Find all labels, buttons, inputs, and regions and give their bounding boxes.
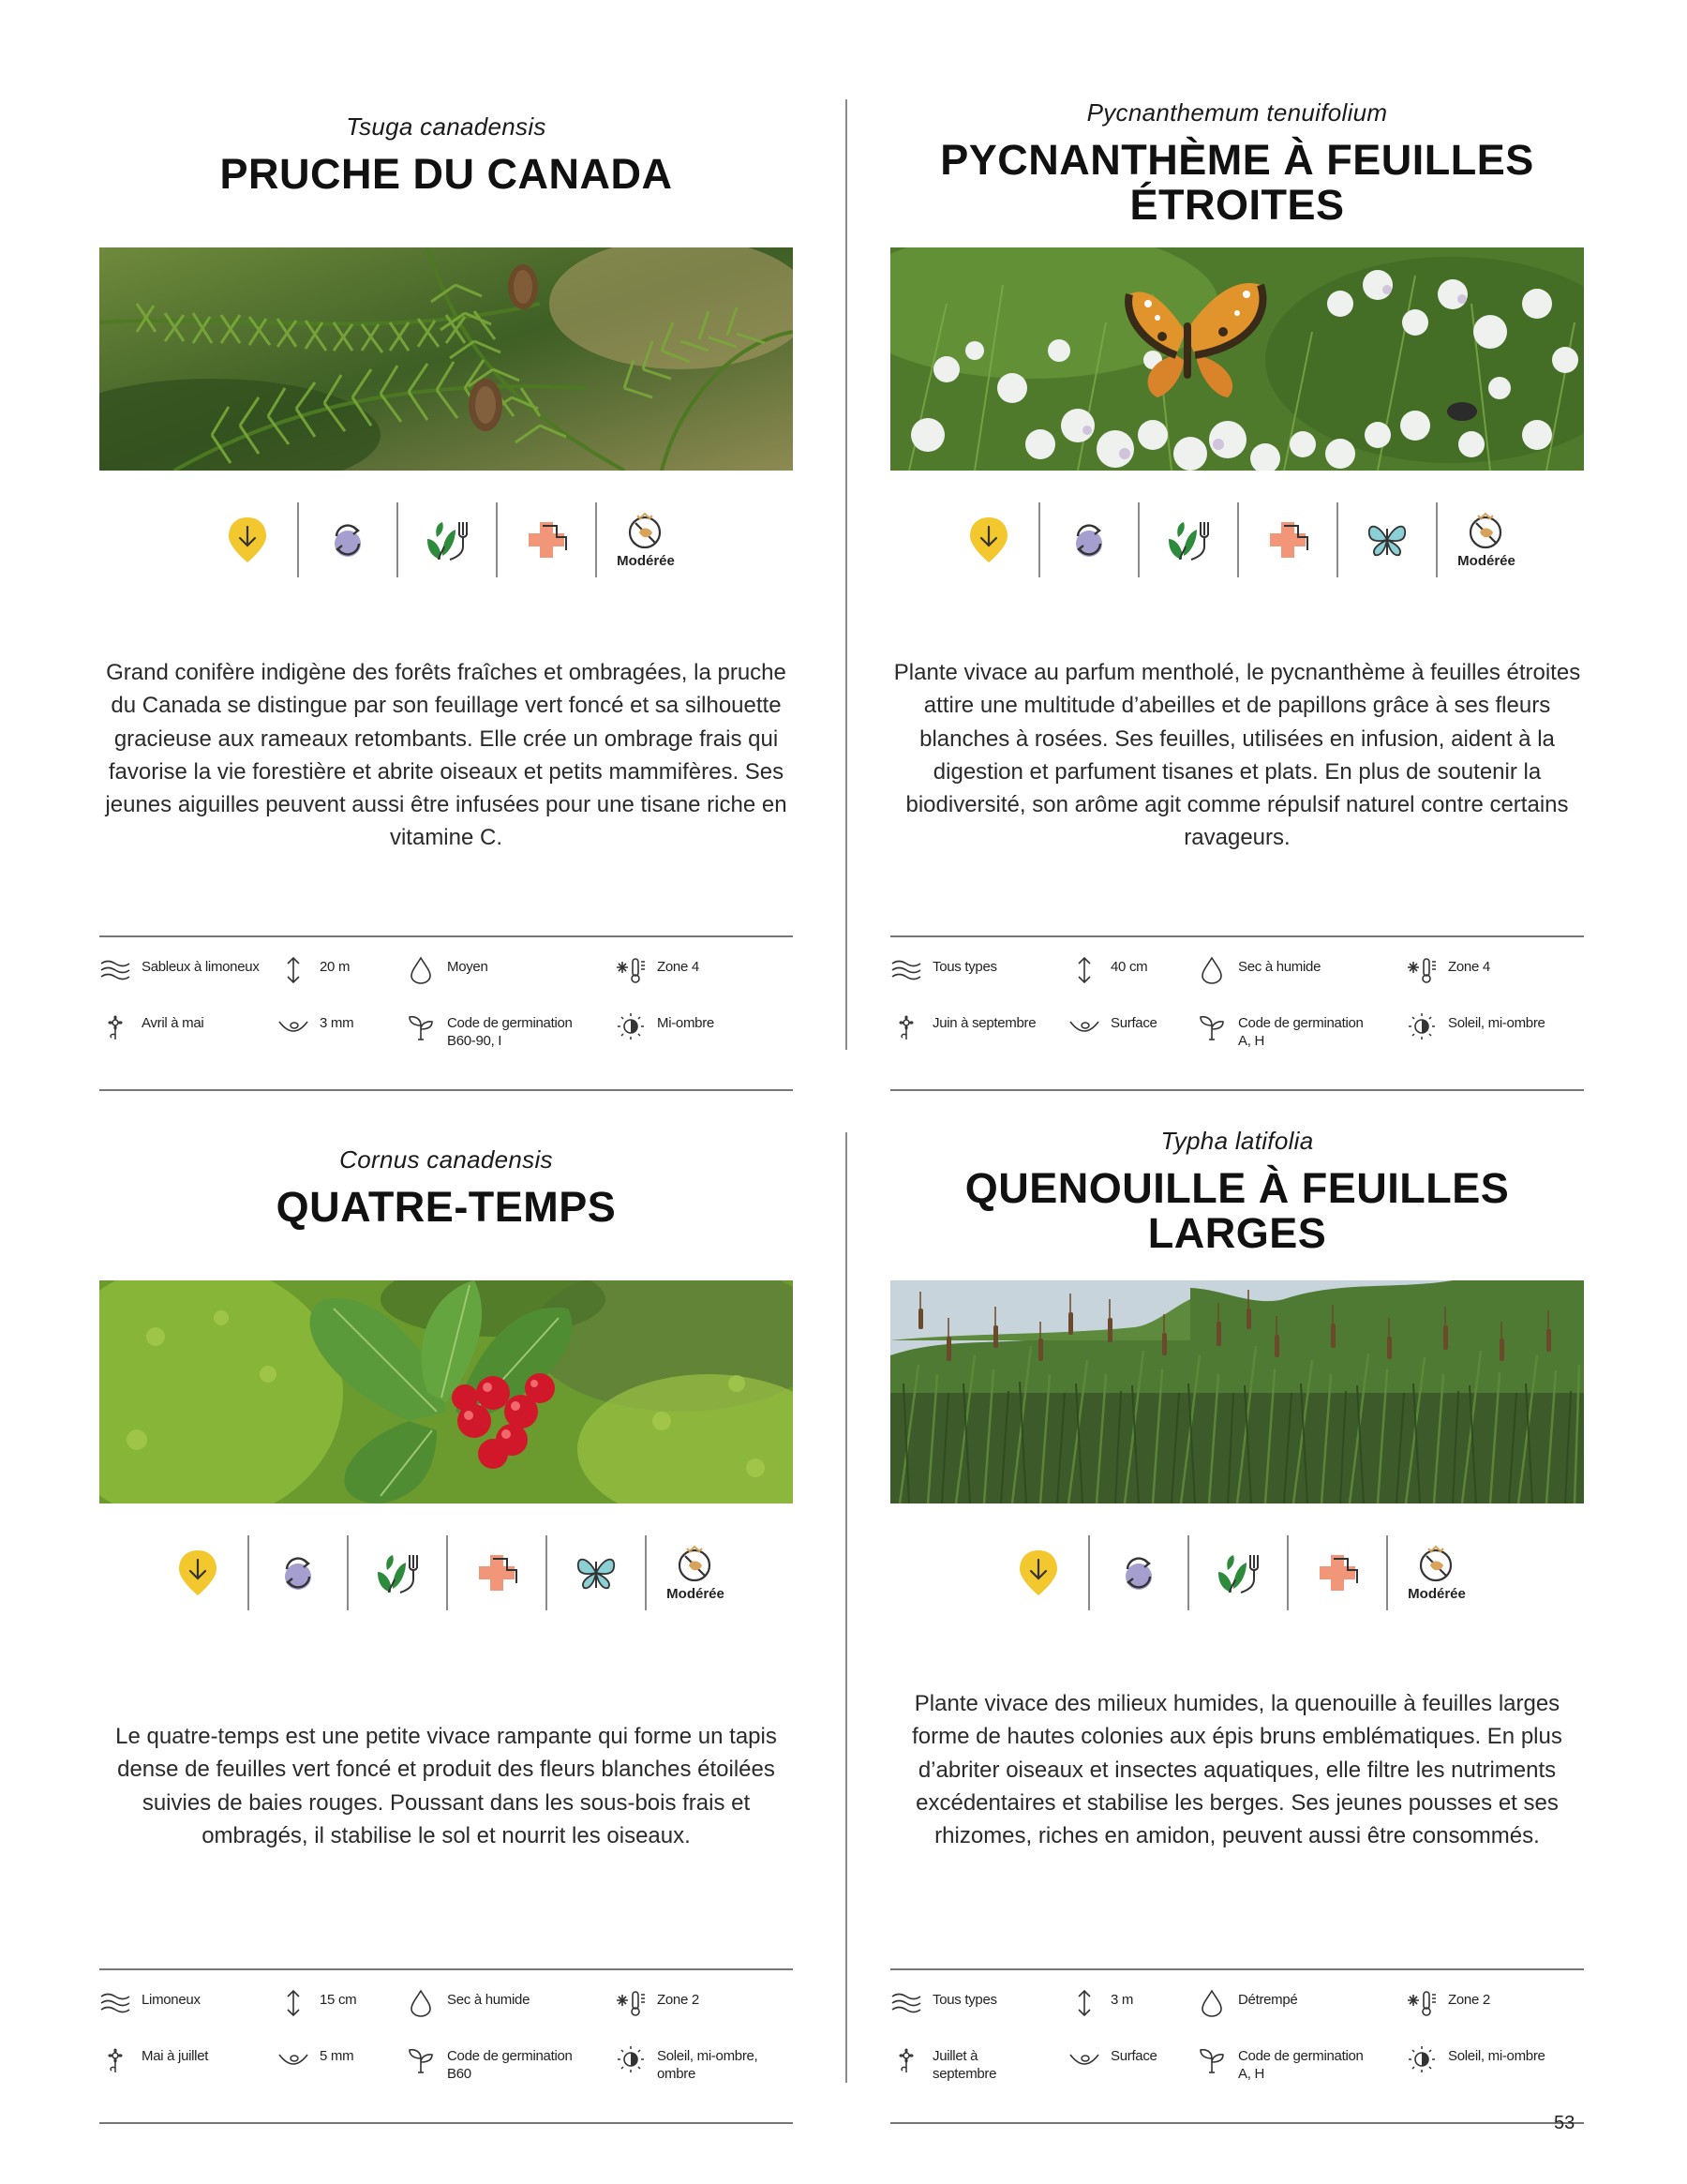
spec-bloom: Juin à septembre — [890, 1014, 1064, 1040]
seed-depth-icon — [1068, 2045, 1100, 2073]
plant-card-quatre-temps — [99, 1144, 793, 2082]
regeneration-icon — [1088, 1535, 1187, 1610]
spec-zone: Zone 4 — [1406, 958, 1560, 984]
deer-resistance-icon — [1386, 1535, 1485, 1610]
water-drop-icon — [1196, 1989, 1228, 2017]
attribute-icons — [99, 502, 793, 577]
plant-photo-bunchberry — [99, 1280, 793, 1503]
plant-description: Plante vivace des milieux humides, la quenouille à feuilles larges forme de hautes colonies aux épis bruns emblématiques. En plus d’abriter oiseaux et insectes aquatiques, elle filtre les nutriments excédentaires et stabilise les berges. Ses jeunes pousses et ses rhizomes, riches en amidon, peuvent aussi être consommés. — [912, 1691, 1562, 1849]
spec-water: Moyen — [405, 958, 588, 984]
seed-depth-icon — [1068, 1012, 1100, 1040]
spec-seed-depth: 5 mm — [277, 2047, 404, 2073]
spec-light: Soleil, mi-ombre, ombre — [615, 2047, 769, 2083]
spec-soil: Sableux à limoneux — [99, 958, 273, 984]
latin-name: Cornus canadensis — [339, 1145, 553, 1174]
growing-specs — [890, 1968, 1584, 2124]
page-number: 53 — [1554, 2113, 1575, 2133]
indigenous-icon — [198, 502, 297, 577]
spec-germination: Code de germination A, H — [1196, 1014, 1379, 1050]
spec-height: 15 cm — [277, 1991, 404, 2017]
deer-resistance-icon — [645, 1535, 744, 1610]
regeneration-icon — [297, 502, 396, 577]
spec-water: Détrempé — [1196, 1991, 1379, 2017]
deer-resistance-label: Modérée — [617, 552, 675, 569]
edible-icon — [1138, 502, 1237, 577]
spec-bloom: Mai à juillet — [99, 2047, 273, 2073]
height-icon — [277, 1989, 309, 2017]
soil-icon — [99, 956, 131, 984]
plant-description: Le quatre-temps est une petite vivace rampante qui forme un tapis dense de feuilles vert foncé et produit des fleurs blanches étoilées suivies de baies rouges. Poussant dans les sous-bois frais et ombragés, il stabilise le sol et nourrit les oiseaux. — [115, 1724, 777, 1848]
column-divider-top — [845, 99, 847, 1050]
spec-bloom: Juillet à septembre — [890, 2047, 1036, 2083]
growing-specs — [99, 935, 793, 1091]
plant-card-quenouille — [890, 1125, 1584, 2082]
hardiness-zone-icon — [615, 1989, 647, 2017]
soil-icon — [99, 1989, 131, 2017]
medicinal-icon — [1237, 502, 1336, 577]
flower-icon — [99, 2045, 131, 2073]
sun-shade-icon — [1406, 1012, 1438, 1040]
spec-seed-depth: Surface — [1068, 2047, 1195, 2073]
plant-description: Plante vivace au parfum mentholé, le pycnanthème à feuilles étroites attire une multitude d’abeilles et de papillons grâce à ses fleurs blanches à rosées. Ses feuilles, utilisées en infusion, aident à la digestion et parfument tisanes et plats. En plus de soutenir la biodiversité, son arôme agit comme répulsif naturel contre certains ravageurs. — [893, 660, 1581, 851]
regeneration-icon — [247, 1535, 347, 1610]
medicinal-icon — [446, 1535, 545, 1610]
spec-height: 40 cm — [1068, 958, 1195, 984]
plant-card-pycnantheme — [890, 97, 1584, 1049]
soil-icon — [890, 1989, 922, 2017]
sprout-icon — [1196, 1012, 1228, 1040]
spec-germination: Code de germination A, H — [1196, 2047, 1379, 2083]
spec-germination: Code de germination B60 — [405, 2047, 588, 2083]
common-name: QUENOUILLE À FEUILLES LARGES — [964, 1164, 1510, 1257]
sprout-icon — [1196, 2045, 1228, 2073]
spec-zone: Zone 2 — [615, 1991, 769, 2017]
growing-specs — [99, 1968, 793, 2124]
spec-zone: Zone 4 — [615, 958, 769, 984]
edible-icon — [396, 502, 496, 577]
pollinator-icon — [1336, 502, 1436, 577]
sun-shade-icon — [615, 1012, 647, 1040]
attribute-icons — [890, 502, 1584, 577]
spec-soil: Tous types — [890, 958, 1064, 984]
spec-water: Sec à humide — [1196, 958, 1379, 984]
spec-water: Sec à humide — [405, 1991, 588, 2017]
plant-photo-mountain-mint — [890, 247, 1584, 471]
deer-resistance-icon — [1436, 502, 1535, 577]
height-icon — [277, 956, 309, 984]
plant-card-pruche — [99, 111, 793, 1049]
medicinal-icon — [496, 502, 595, 577]
spec-soil: Tous types — [890, 1991, 1064, 2017]
spec-light: Soleil, mi-ombre — [1406, 1014, 1560, 1040]
deer-resistance-icon — [595, 502, 694, 577]
spec-light: Soleil, mi-ombre — [1406, 2047, 1560, 2073]
sun-shade-icon — [1406, 2045, 1438, 2073]
growing-specs — [890, 935, 1584, 1091]
plant-photo-cattail — [890, 1280, 1584, 1503]
water-drop-icon — [1196, 956, 1228, 984]
plant-photo-hemlock — [99, 247, 793, 471]
deer-resistance-label: Modérée — [1408, 1585, 1466, 1602]
hardiness-zone-icon — [1406, 956, 1438, 984]
edible-icon — [1187, 1535, 1287, 1610]
common-name: QUATRE-TEMPS — [276, 1183, 617, 1231]
hardiness-zone-icon — [615, 956, 647, 984]
spec-seed-depth: 3 mm — [277, 1014, 404, 1040]
spec-seed-depth: Surface — [1068, 1014, 1195, 1040]
flower-icon — [99, 1012, 131, 1040]
flower-icon — [890, 1012, 922, 1040]
indigenous-icon — [148, 1535, 247, 1610]
spec-height: 20 m — [277, 958, 404, 984]
attribute-icons — [99, 1535, 793, 1610]
sprout-icon — [405, 1012, 437, 1040]
sun-shade-icon — [615, 2045, 647, 2073]
indigenous-icon — [989, 1535, 1088, 1610]
height-icon — [1068, 1989, 1100, 2017]
deer-resistance-label: Modérée — [1457, 552, 1515, 569]
seed-depth-icon — [277, 2045, 309, 2073]
common-name: PYCNANTHÈME À FEUILLES ÉTROITES — [940, 136, 1534, 229]
sprout-icon — [405, 2045, 437, 2073]
indigenous-icon — [939, 502, 1038, 577]
spec-zone: Zone 2 — [1406, 1991, 1560, 2017]
column-divider-bottom — [845, 1132, 847, 2083]
water-drop-icon — [405, 956, 437, 984]
spec-bloom: Avril à mai — [99, 1014, 273, 1040]
deer-resistance-label: Modérée — [666, 1585, 724, 1602]
latin-name: Tsuga canadensis — [346, 112, 546, 141]
height-icon — [1068, 956, 1100, 984]
medicinal-icon — [1287, 1535, 1386, 1610]
latin-name: Typha latifolia — [1160, 1127, 1314, 1155]
flower-icon — [890, 2045, 922, 2073]
spec-light: Mi-ombre — [615, 1014, 769, 1040]
spec-soil: Limoneux — [99, 1991, 273, 2017]
spec-height: 3 m — [1068, 1991, 1195, 2017]
edible-icon — [347, 1535, 446, 1610]
plant-description: Grand conifère indigène des forêts fraîches et ombragées, la pruche du Canada se distingue par son feuillage vert foncé et sa silhouette gracieuse aux rameaux retombants. Elle crée un ombrage frais qui favorise la vie forestière et abrite oiseaux et petits mammifères. Ses jeunes aiguilles peuvent aussi être infusées pour une tisane riche en vitamine C. — [105, 660, 787, 851]
spec-germination: Code de germination B60-90, I — [405, 1014, 588, 1050]
soil-icon — [890, 956, 922, 984]
common-name: PRUCHE DU CANADA — [219, 150, 673, 198]
hardiness-zone-icon — [1406, 1989, 1438, 2017]
regeneration-icon — [1038, 502, 1138, 577]
pollinator-icon — [545, 1535, 645, 1610]
seed-depth-icon — [277, 1012, 309, 1040]
attribute-icons — [890, 1535, 1584, 1610]
latin-name: Pycnanthemum tenuifolium — [1086, 98, 1388, 127]
water-drop-icon — [405, 1989, 437, 2017]
